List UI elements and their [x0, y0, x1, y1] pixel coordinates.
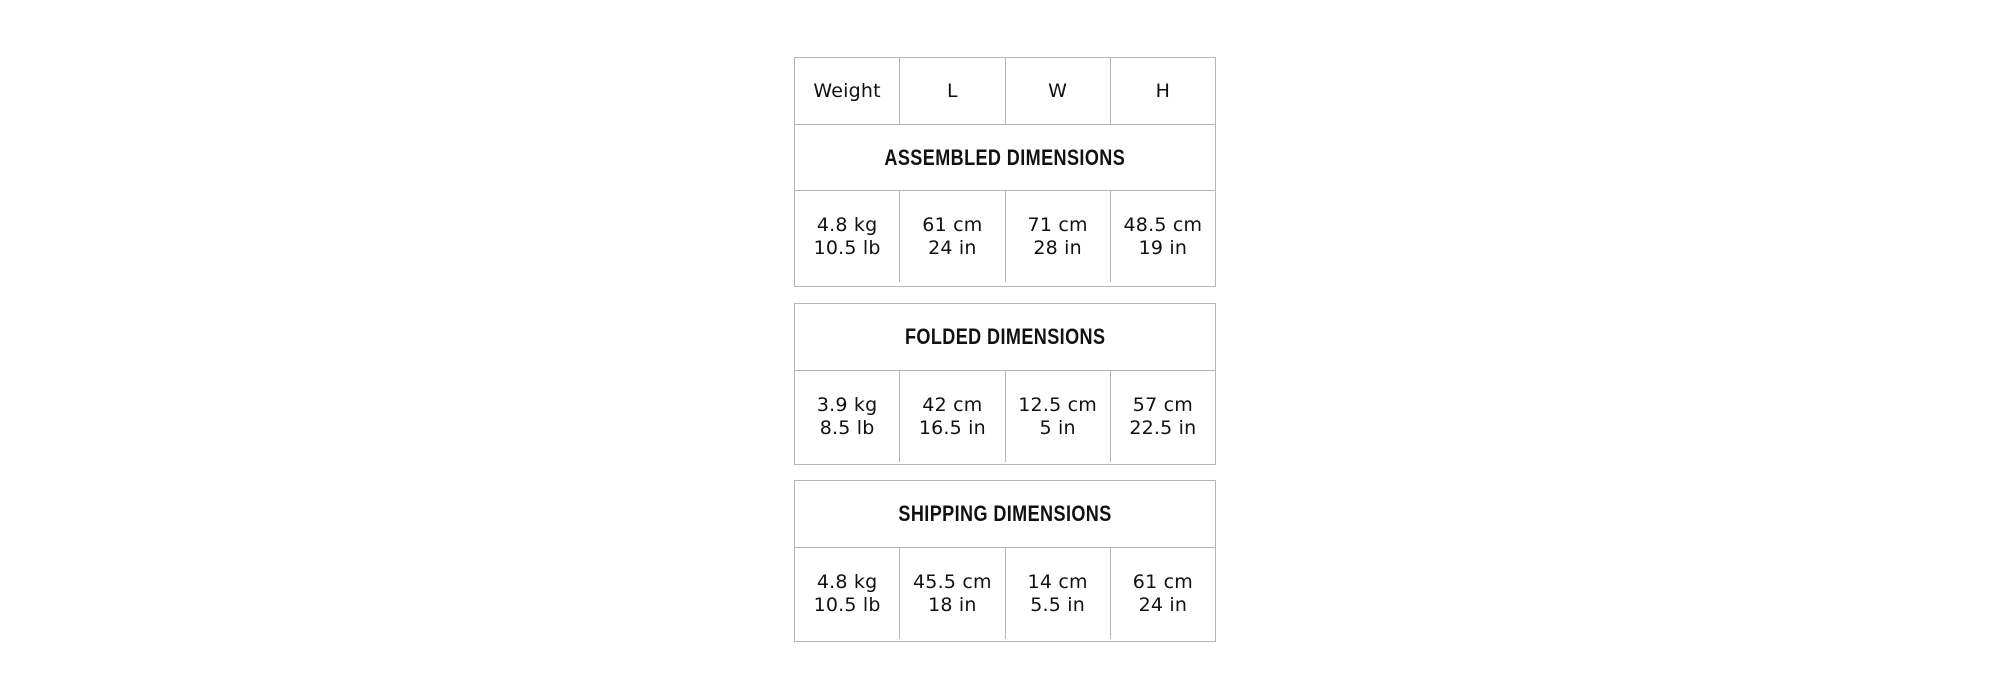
imperial-value: 8.5 lb [819, 416, 875, 439]
metric-value: 3.9 kg [816, 393, 878, 416]
imperial-value: 19 in [1138, 236, 1188, 259]
imperial-value: 22.5 in [1129, 416, 1197, 439]
metric-value: 57 cm [1132, 393, 1193, 416]
weight-cell [795, 371, 899, 462]
metric-value: 61 cm [1132, 570, 1193, 593]
table-row [795, 370, 1215, 462]
folded-dimensions-table [794, 303, 1216, 465]
length-cell [899, 548, 1004, 639]
metric-value: 71 cm [1027, 213, 1088, 236]
metric-value: 12.5 cm [1018, 393, 1097, 416]
column-header-length: L [899, 58, 1004, 124]
width-cell [1005, 548, 1110, 639]
weight-cell [795, 548, 899, 639]
imperial-value: 10.5 lb [813, 593, 881, 616]
metric-value: 45.5 cm [913, 570, 992, 593]
column-header-height: H [1110, 58, 1215, 124]
imperial-value: 28 in [1033, 236, 1082, 259]
imperial-value: 24 in [928, 236, 977, 259]
column-header-row [795, 58, 1215, 124]
metric-value: 4.8 kg [816, 570, 878, 593]
width-cell [1005, 191, 1110, 282]
table-row [795, 190, 1215, 282]
section-title-row [795, 481, 1215, 547]
shipping-dimensions-table [794, 480, 1216, 642]
weight-cell [795, 191, 899, 282]
imperial-value: 5 in [1039, 416, 1076, 439]
length-cell [899, 191, 1004, 282]
imperial-value: 18 in [928, 593, 977, 616]
column-header-weight: Weight [813, 79, 881, 102]
section-title-row [795, 124, 1215, 190]
metric-value: 4.8 kg [816, 213, 878, 236]
imperial-value: 16.5 in [918, 416, 986, 439]
metric-value: 61 cm [922, 213, 983, 236]
section-title-shipping: SHIPPING DIMENSIONS [898, 501, 1112, 526]
metric-value: 42 cm [922, 393, 983, 416]
section-title-folded: FOLDED DIMENSIONS [904, 324, 1106, 349]
length-cell [899, 371, 1004, 462]
section-title-row [795, 304, 1215, 370]
metric-value: 48.5 cm [1123, 213, 1203, 236]
imperial-value: 5.5 in [1030, 593, 1086, 616]
width-cell [1005, 371, 1110, 462]
imperial-value: 10.5 lb [813, 236, 881, 259]
height-cell [1110, 548, 1215, 639]
imperial-value: 24 in [1138, 593, 1188, 616]
column-header-width: W [1005, 58, 1110, 124]
table-row [795, 547, 1215, 639]
height-cell [1110, 371, 1215, 462]
assembled-dimensions-table [794, 57, 1216, 287]
height-cell [1110, 191, 1215, 282]
metric-value: 14 cm [1027, 570, 1088, 593]
section-title-assembled: ASSEMBLED DIMENSIONS [884, 144, 1126, 170]
